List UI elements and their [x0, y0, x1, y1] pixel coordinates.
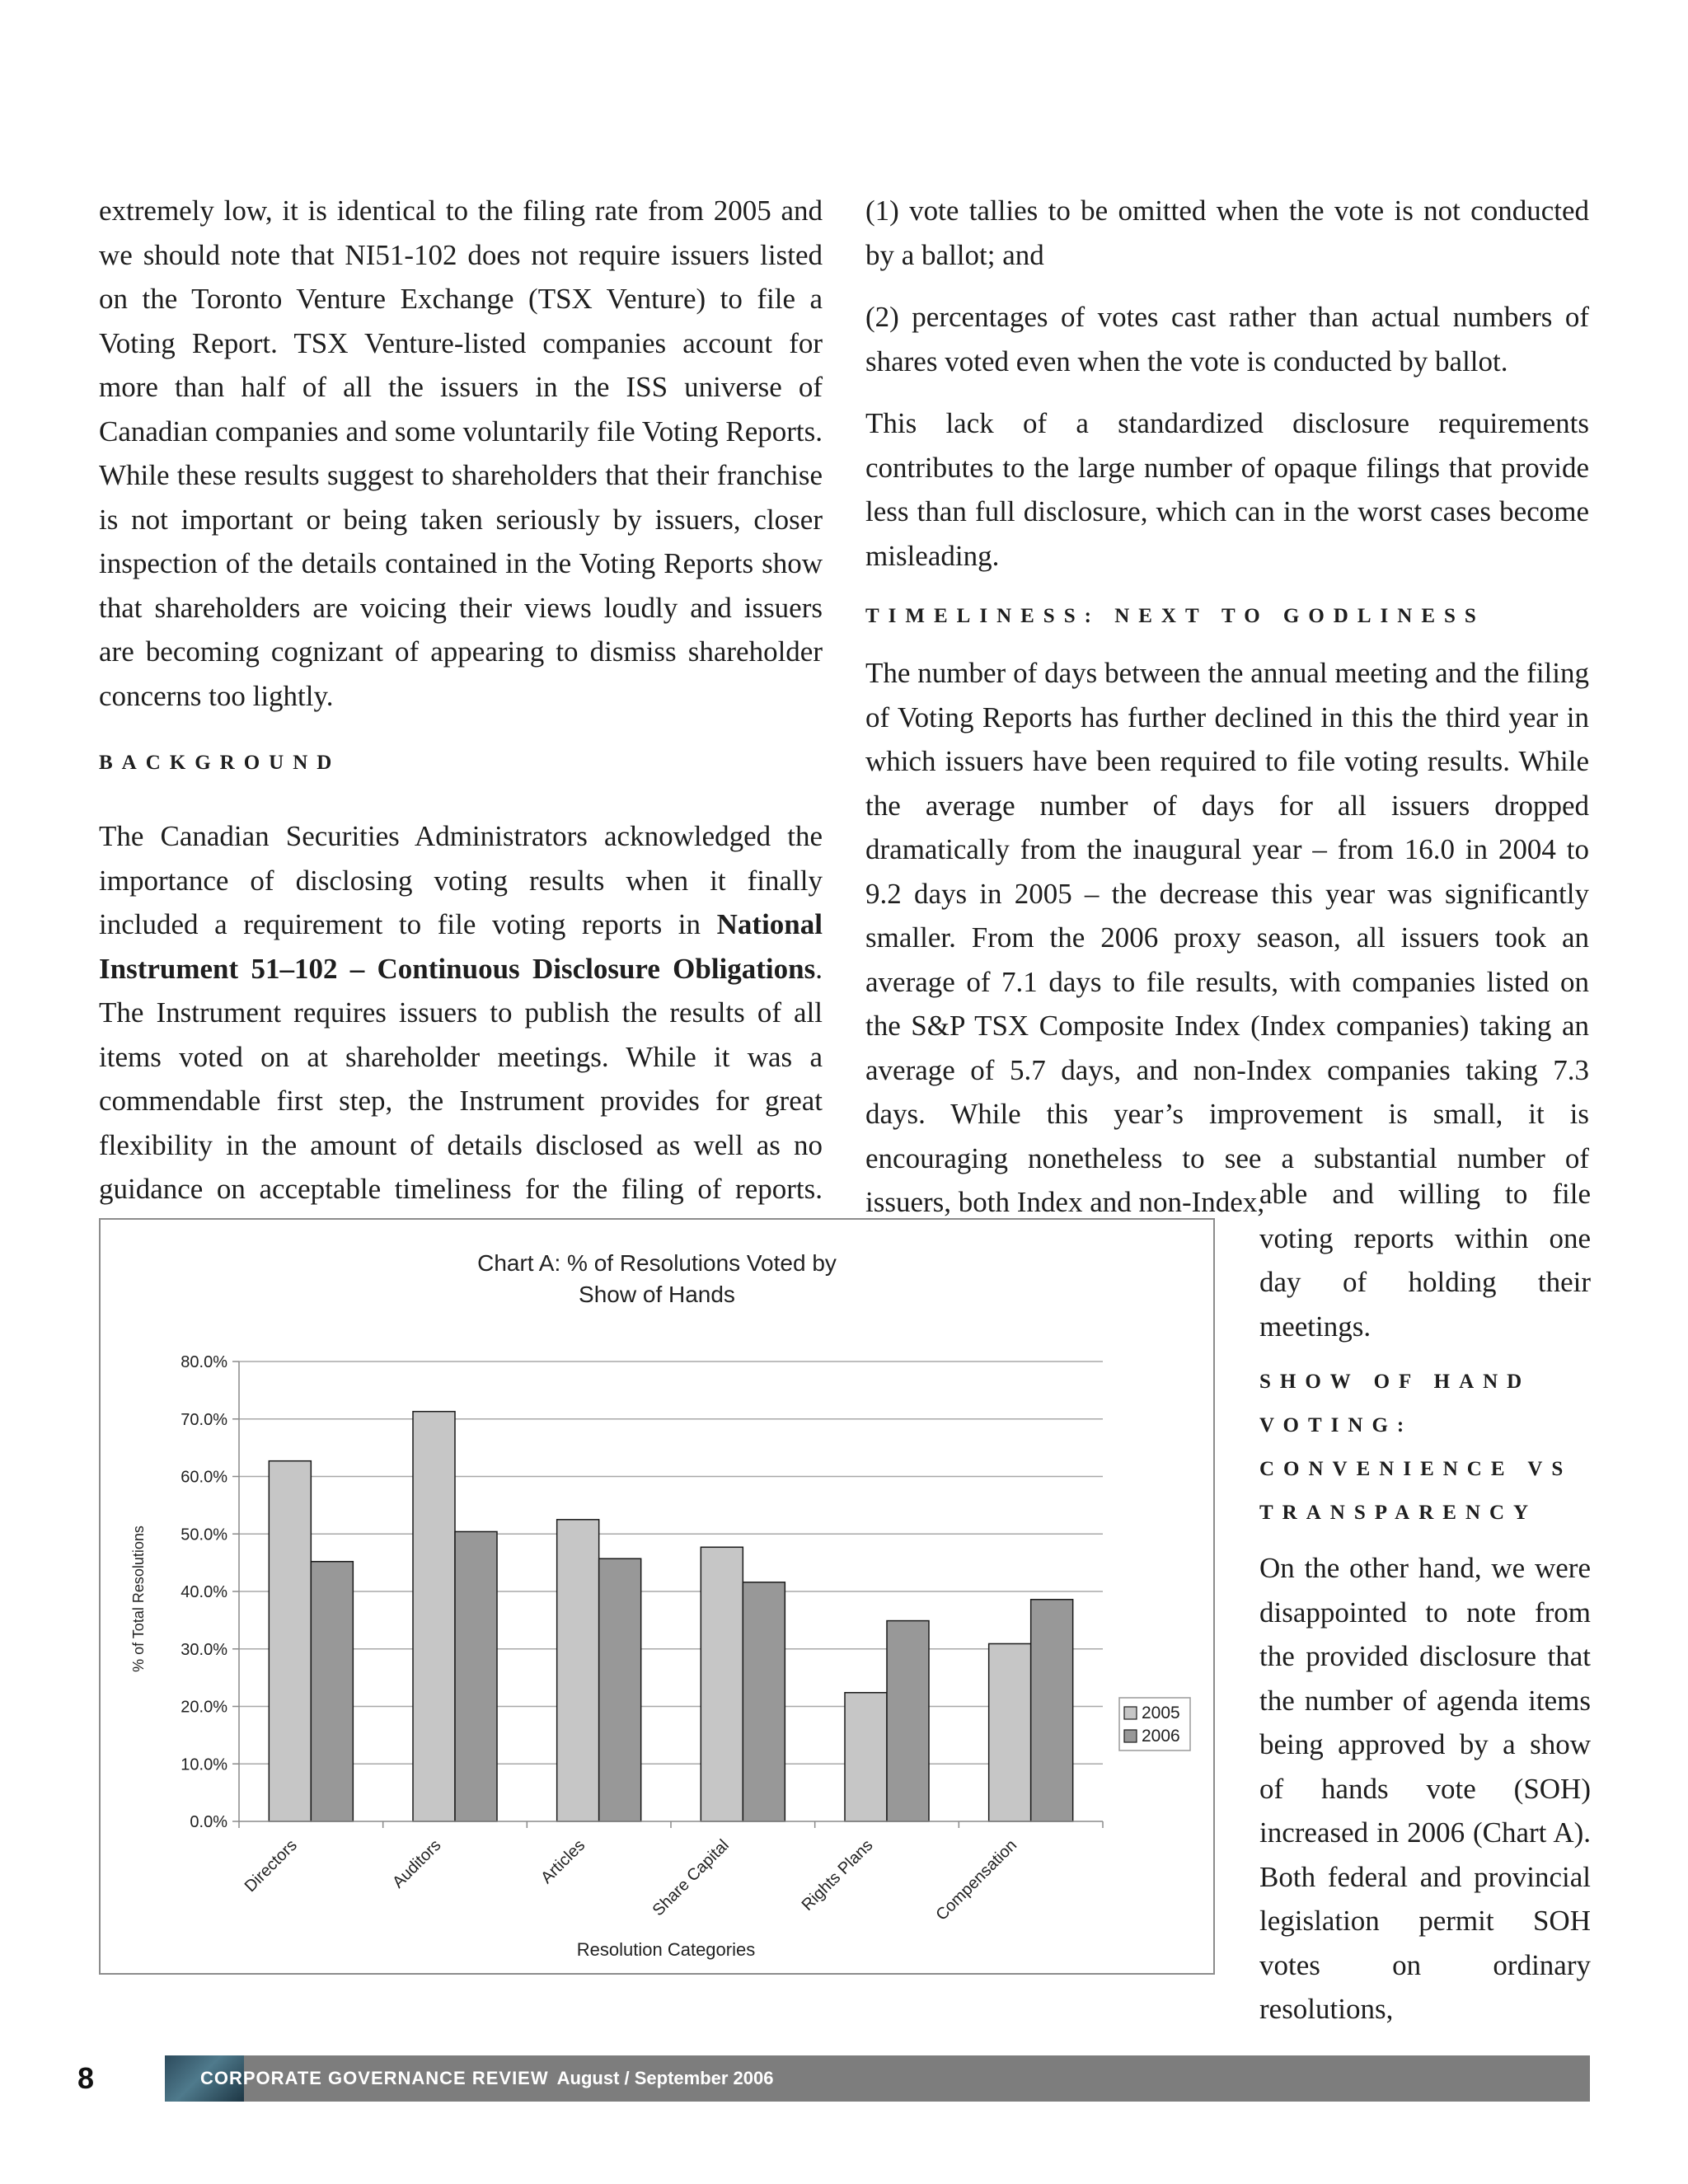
- paragraph-background-start: The Canadian Securities Administrators acknowledged the importance of disclosing voting results when it finally included a requirement to file voting reports in: [99, 820, 823, 940]
- publication-name: CORPORATE GOVERNANCE REVIEW: [200, 2068, 549, 2088]
- bar-2006-articles: [599, 1558, 641, 1821]
- legend-label-2005: 2005: [1142, 1704, 1180, 1722]
- chart-title-line-1: Chart A: % of Resolutions Voted by: [477, 1250, 837, 1276]
- bar-2005-articles: [557, 1520, 599, 1821]
- chart-title-line-2: Show of Hands: [579, 1282, 735, 1307]
- x-tick-label: Compensation: [932, 1835, 1021, 1924]
- bar-2006-compensation: [1031, 1600, 1073, 1821]
- y-tick-label: 30.0%: [181, 1640, 227, 1659]
- bar-2005-auditors: [413, 1412, 455, 1821]
- x-tick-label: Articles: [537, 1835, 589, 1887]
- x-axis-title: Resolution Categories: [576, 1939, 756, 1960]
- list-item-percentages: (2) percentages of votes cast rather than actual numbers of shares voted even when the vote is conducted by ballot.: [865, 301, 1589, 377]
- page-number: 8: [77, 2061, 95, 2095]
- paragraph-filing-rate: extremely low, it is identical to the filing rate from 2005 and we should note that NI51-102 does not require issuers listed on the Toronto Venture Exchange (TSX Venture) to file a Voting Report. TSX Venture-listed companies account for more than half of all the issuers in the ISS universe of Canadian companies and some voluntarily file Voting Reports. While these results suggest to shareholders that their franchise is not important or being taken seriously by issuers, closer inspection of the details contained in the Voting Reports show that shareholders are voicing their views loudly and issuers are becoming cognizant of appearing to dismiss shareholder concerns too lightly.: [99, 194, 823, 712]
- y-tick-label: 10.0%: [181, 1755, 227, 1774]
- gridlines: [239, 1361, 1103, 1764]
- paragraph-timeliness: The number of days between the annual meeting and the filing of Voting Reports has further declined in this the third year in which issuers have been required to file voting results. While the average number of days for all issuers dropped dramatically from the inaugural year – from 16.0 in 2004 to 9.2 days in 2005 – the decrease this year was significantly smaller. From the 2006 proxy season, all issuers took an average of 7.1 days to file results, with companies listed on the S&P TSX Composite Index (Index companies) taking an average of 5.7 days, and non-Index companies taking 7.3 days. While this year’s improvement is small, it is encouraging nonetheless to see a substantial number of issuers, both Index and non-Index,: [865, 657, 1589, 1218]
- y-tick-label: 40.0%: [181, 1583, 227, 1601]
- paragraph-background: [99, 814, 823, 1255]
- y-tick-label: 20.0%: [181, 1698, 227, 1717]
- legend-swatch-2006: [1124, 1730, 1137, 1742]
- paragraph-disclosure-lack: This lack of a standardized disclosure requirements contributes to the large number of opaque filings that provide less than full disclosure, which can in the worst cases become misleading.: [865, 407, 1589, 572]
- paragraph-show-of-hands: On the other hand, we were disappointed to note from the provided disclosure that the number of agenda items being approved by a show of hands vote (SOH) increased in 2006 (Chart A). Both federal and provincial legislation permit SOH votes on ordinary resolutions,: [1259, 1552, 1591, 2025]
- bar-2005-rights-plans: [845, 1693, 887, 1821]
- y-tick-label: 60.0%: [181, 1468, 227, 1487]
- y-tick-label: 80.0%: [181, 1353, 227, 1371]
- right-column: [865, 189, 1589, 1225]
- bar-2006-directors: [311, 1562, 353, 1821]
- x-tick-label: Share Capital: [649, 1835, 733, 1920]
- legend: [1119, 1698, 1190, 1750]
- y-tick-label: 0.0%: [190, 1813, 227, 1831]
- x-tick-label: Rights Plans: [798, 1835, 877, 1915]
- legend-swatch-2005: [1124, 1707, 1137, 1719]
- bars: [269, 1412, 1072, 1821]
- right-column-narrow: [1259, 1172, 1591, 2032]
- y-axis-title: % of Total Resolutions: [130, 1526, 147, 1672]
- left-column: [99, 189, 823, 1278]
- paragraph-timeliness-continued: able and willing to file voting reports within one day of holding their meetings.: [1259, 1178, 1591, 1343]
- chart-a: [101, 1220, 1217, 1976]
- chart-a-frame: [99, 1218, 1215, 1975]
- heading-timeliness: TIMELINESS: NEXT TO GODLINESS: [865, 605, 1485, 627]
- bar-2006-auditors: [455, 1531, 497, 1821]
- x-tick-label: Directors: [241, 1835, 301, 1896]
- heading-background: BACKGROUND: [99, 752, 341, 774]
- bar-2006-share-capital: [743, 1582, 785, 1821]
- x-tick-label: Auditors: [389, 1835, 445, 1892]
- bar-2006-rights-plans: [887, 1621, 929, 1821]
- bar-2005-compensation: [989, 1643, 1031, 1821]
- footer-publication: [200, 2055, 774, 2102]
- y-tick-label: 70.0%: [181, 1410, 227, 1429]
- list-item-vote-tallies: (1) vote tallies to be omitted when the vote is not conducted by a ballot; and: [865, 194, 1589, 271]
- instrument-name: National Instrument 51–102 – Continuous Disclosure Obligations: [99, 908, 823, 985]
- bar-2005-directors: [269, 1461, 311, 1821]
- y-tick-label: 50.0%: [181, 1526, 227, 1544]
- heading-show-of-hands: SHOW OF HAND VOTING: CONVENIENCE VS TRANSPARENCY: [1259, 1371, 1573, 1524]
- paragraph-background-end: . The Instrument requires issuers to publish the results of all items voted on at shareholder meetings. While it was a commendable first step, the Instrument provides for great flexibility in the amount of details disclosed as well as no guidance on acceptable timeliness for the filing of reports.: [99, 952, 823, 1205]
- legend-label-2006: 2006: [1142, 1727, 1180, 1746]
- bar-2005-share-capital: [701, 1547, 743, 1821]
- issue-date: August / September 2006: [556, 2068, 774, 2088]
